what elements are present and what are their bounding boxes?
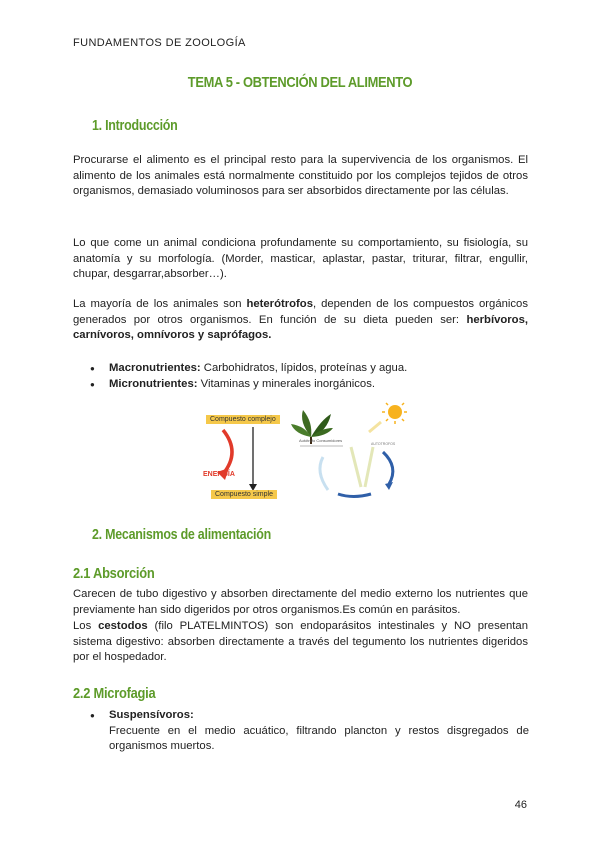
cycle-arrow-bottom bbox=[338, 494, 371, 497]
microfagia-list bbox=[90, 708, 530, 755]
cestodos-term: cestodos bbox=[98, 620, 148, 632]
energy-label: ENERGÍA bbox=[203, 471, 235, 478]
nutrient-list bbox=[90, 361, 530, 392]
cycle-arrow-right bbox=[383, 452, 393, 484]
cycle-top-label: AUTOTROFOS bbox=[371, 442, 396, 446]
macronutrientes-text: Carbohidratos, lípidos, proteínas y agua. bbox=[200, 362, 408, 374]
suspensivoros-text: Frecuente en el medio acuático, filtrando plancton y restos disgregados de organismos muertos. bbox=[109, 724, 529, 752]
p2-text-c: (filo PLATELMINTOS) son endoparásitos intestinales y NO presentan sistema digestivo: absorben directamente a través del tegumento los nutrientes digeridos por el hospedador. bbox=[73, 620, 528, 663]
micronutrientes-text: Vitaminas y minerales inorgánicos. bbox=[197, 377, 375, 390]
micronutrientes-label: Micronutrientes: bbox=[109, 377, 198, 390]
list-item bbox=[90, 361, 530, 377]
energy-curve-arrow bbox=[223, 430, 232, 474]
sun-icon bbox=[382, 402, 407, 424]
p3-text-c: , dependen de los compuestos orgánicos generados por otros organismos. En función de su dieta pueden ser: bbox=[73, 298, 528, 326]
diet-types: herbívoros, carnívoros, omnívoros y saprófagos. bbox=[73, 313, 528, 341]
metabolism-figure bbox=[203, 402, 423, 507]
cycle-label: Autótrofo Consumidores bbox=[299, 438, 343, 443]
macronutrientes-label: Macronutrientes: bbox=[109, 362, 201, 374]
complex-compound-label: Compuesto complejo bbox=[206, 415, 280, 424]
subsection-absorcion-heading: 2.1 Absorción bbox=[73, 565, 155, 582]
page-number: 46 bbox=[514, 799, 527, 811]
p3-text-a: La mayoría de los animales son bbox=[73, 298, 247, 310]
document-title: TEMA 5 - OBTENCIÓN DEL ALIMENTO bbox=[187, 74, 413, 91]
absorcion-paragraph-2 bbox=[73, 619, 528, 666]
section-1-heading: 1. Introducción bbox=[92, 118, 178, 134]
cycle-arrow-head-icon bbox=[385, 482, 393, 490]
running-header: FUNDAMENTOS DE ZOOLOGÍA bbox=[73, 37, 246, 49]
intro-paragraph-1: Procurarse el alimento es el principal resto para la supervivencia de los organismos. El alimento de los animales está normalmente constituido por los complejos tejidos de otros organismos, demasiado voluminosos para ser absorbidos directamente por las células. bbox=[73, 154, 528, 197]
intro-paragraph-3 bbox=[73, 297, 528, 344]
cycle-arrow-left bbox=[320, 457, 328, 490]
suspensivoros-label: Suspensívoros: bbox=[109, 709, 194, 721]
intro-paragraph-2: Lo que come un animal condiciona profundamente su comportamiento, su fisiología, su anatomía y su morfología. (Morder, masticar, aplastar, pastar, triturar, filtrar, engullir, chupar, desgarrar,absorber…). bbox=[73, 237, 528, 280]
cycle-diagram bbox=[351, 447, 373, 487]
p2-text-a: Los bbox=[73, 620, 99, 632]
list-item bbox=[90, 377, 530, 393]
section-2-heading: 2. Mecanismos de alimentación bbox=[92, 527, 271, 543]
subsection-microfagia-heading: 2.2 Microfagia bbox=[73, 685, 156, 702]
absorcion-paragraph-1: Carecen de tubo digestivo y absorben directamente del medio externo los nutrientes que previamente han sido digeridos por otros organismos.Es común en parásitos. bbox=[73, 588, 528, 616]
heterotrofos-term: heterótrofos bbox=[246, 298, 313, 310]
list-item bbox=[90, 708, 530, 755]
simple-compound-label: Compuesto simple bbox=[211, 490, 277, 499]
sunlight-arrow bbox=[369, 422, 381, 432]
